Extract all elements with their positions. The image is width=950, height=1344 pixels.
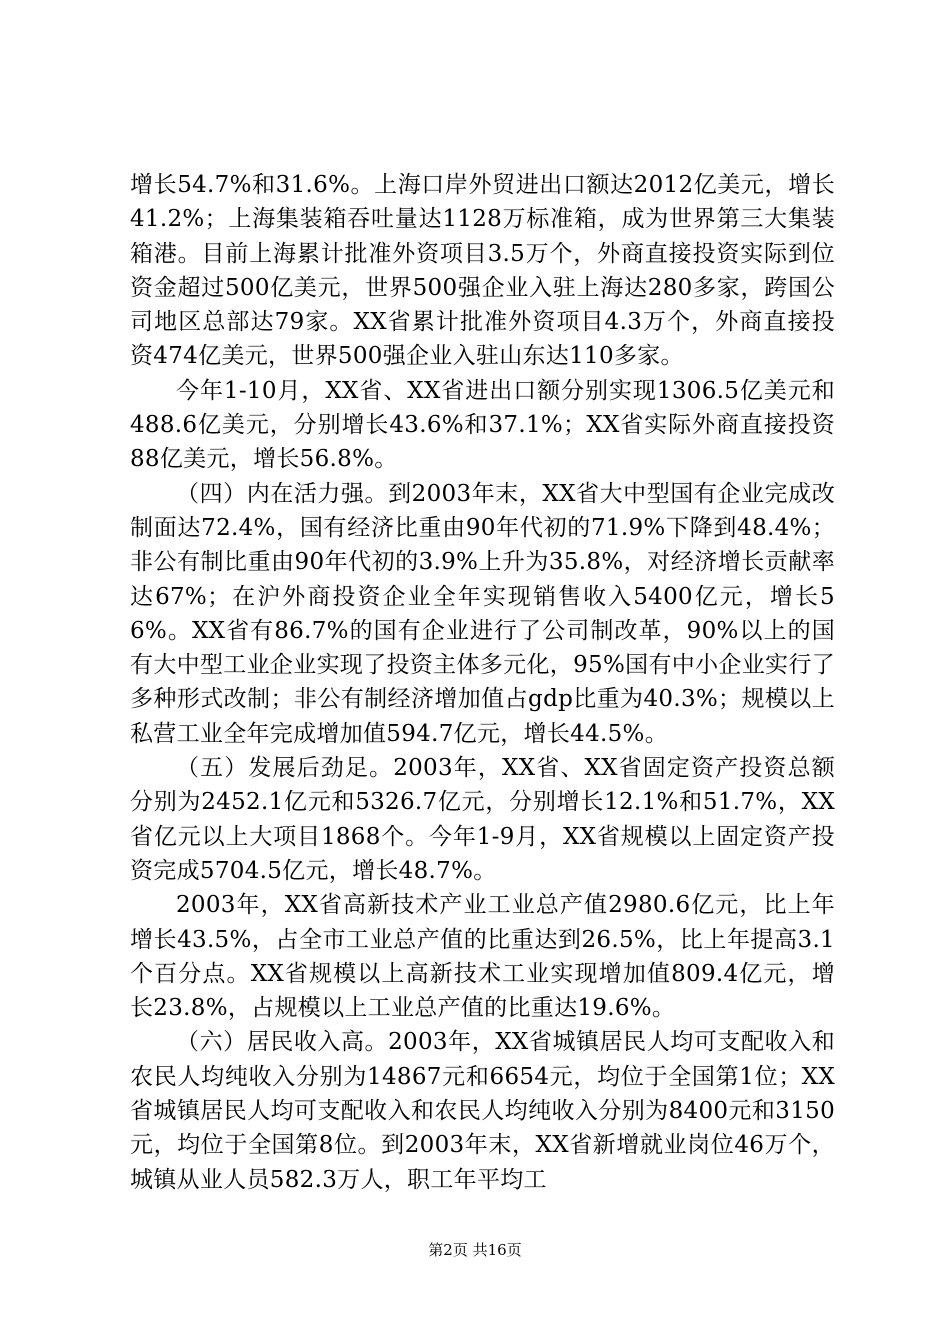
paragraph-development-momentum: （五）发展后劲足。2003年，XX省、XX省固定资产投资总额分别为2452.1亿元和5326.7亿元，分别增长12.1%和51.7%，XX省亿元以上大项目1868个。今年1-9月，XX省规模以上固定资产投资完成5704.5亿元，增长48.7%。 xyxy=(130,755,835,884)
paragraph-high-tech-industry: 2003年，XX省高新技术产业工业总产值2980.6亿元，比上年增长43.5%，占全市工业总产值的比重达到26.5%，比上年提高3.1个百分点。XX省规模以上高新技术工业实现增加值809.4亿元，增长23.8%，占规模以上工业总产值的比重达19.6%。 xyxy=(130,892,835,1022)
page-footer: 第2页 共16页 xyxy=(428,1241,522,1259)
paragraph-continuation: 增长54.7%和31.6%。上海口岸外贸进出口额达2012亿美元，增长41.2%；上海集装箱吞吐量达1128万标准箱，成为世界第三大集装箱港。目前上海累计批准外资项目3.5万个，外商直接投资实际到位资金超过500亿美元，世界500强企业入驻上海达280多家，跨国公司地区总部达79家。XX省累计批准外资项目4.3万个，外商直接投资474亿美元，世界500强企业入驻山东达110多家。 xyxy=(130,172,835,370)
paragraph-trade-stats: 今年1-10月，XX省、XX省进出口额分别实现1306.5亿美元和488.6亿美元，分别增长43.6%和37.1%；XX省实际外商直接投资88亿美元，增长56.8%。 xyxy=(130,377,835,473)
paragraph-resident-income: （六）居民收入高。2003年，XX省城镇居民人均可支配收入和农民人均纯收入分别为14867元和6654元，均位于全国第1位；XX省城镇居民人均可支配收入和农民人均纯收入分别为8400元和3150元，均位于全国第8位。到2003年末，XX省新增就业岗位46万个，城镇从业人员582.3万人，职工年平均工 xyxy=(130,1029,835,1193)
paragraph-internal-vitality: （四）内在活力强。到2003年末，XX省大中型国有企业完成改制面达72.4%，国有经济比重由90年代初的71.9%下降到48.4%；非公有制比重由90年代初的3.9%上升为35.8%，对经济增长贡献率达67%；在沪外商投资企业全年实现销售收入5400亿元，增长56%。XX省有86.7%的国有企业进行了公司制改革，90%以上的国有大中型工业企业实现了投资主体多元化，95%国有中小企业实行了多种形式改制；非公有制经济增加值占gdp比重为40.3%；规模以上私营工业全年完成增加值594.7亿元，增长44.5%。 xyxy=(130,480,835,747)
document-body xyxy=(130,168,835,1197)
